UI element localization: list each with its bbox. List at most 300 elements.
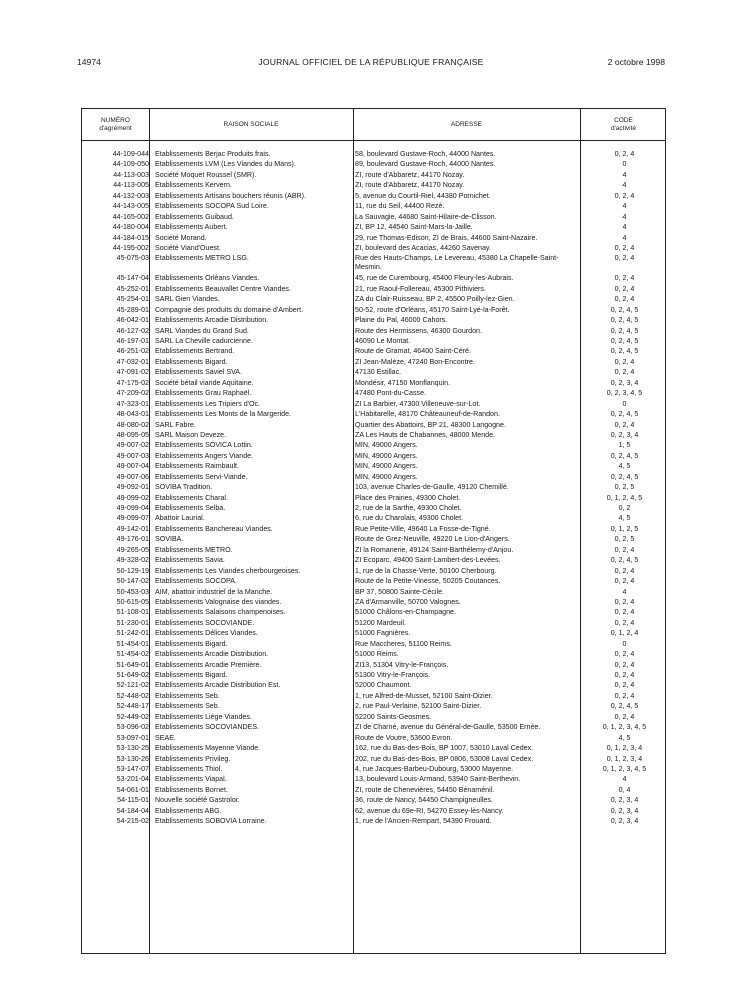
table-row <box>82 294 665 304</box>
code-activite-cell: 0, 1, 2, 5 <box>610 524 639 533</box>
agrement-number-cell: 53-147-07 <box>116 764 149 773</box>
code-activite-cell: 0, 2, 4, 5 <box>610 316 639 325</box>
code-activite-cell: 0 <box>622 639 627 648</box>
code-activite-cell: 4, 5 <box>618 733 631 742</box>
table-row <box>82 482 665 492</box>
adresse-cell: 89, boulevard Gustave-Roch, 44000 Nantes. <box>355 160 496 169</box>
code-activite-cell: 4 <box>622 202 627 211</box>
raison-sociale-cell: Etablissements Raimbault. <box>155 462 239 471</box>
agrement-number-cell: 45-252-01 <box>116 284 149 293</box>
raison-sociale-cell: Etablissements Guibaud. <box>155 212 234 221</box>
agrement-number-cell: 47-091-02 <box>116 368 149 377</box>
raison-sociale-cell: Etablissements SOVICA Lottin. <box>155 441 253 450</box>
adresse-cell: 52000 Chaumont. <box>355 681 412 690</box>
agrement-number-cell: 49-099-07 <box>116 514 149 523</box>
adresse-cell: ZI Jean-Malèze, 47240 Bon-Encontre. <box>355 357 475 366</box>
agrement-number-cell: 49-007-03 <box>116 451 149 460</box>
table-row <box>82 670 665 680</box>
table-row <box>82 587 665 597</box>
table-row <box>82 597 665 607</box>
raison-sociale-cell: Etablissements Liège Viandes. <box>155 712 252 721</box>
raison-sociale-cell: Etablissements Savia. <box>155 556 225 565</box>
adresse-cell: 11, rue du Seil, 44400 Rezé. <box>355 202 445 211</box>
table-row <box>82 733 665 743</box>
agrement-number-cell: 53-201-04 <box>116 775 149 784</box>
code-activite-cell: 0, 2, 3, 4 <box>610 806 639 815</box>
column-header-code-title: CODE <box>614 116 633 124</box>
agrement-number-cell: 48-080-02 <box>116 420 149 429</box>
agrement-number-cell: 44-132-003 <box>112 191 149 200</box>
table-row <box>82 180 665 190</box>
table-row <box>82 618 665 628</box>
table-row <box>82 326 665 336</box>
raison-sociale-cell: Société Morand. <box>155 233 207 242</box>
adresse-cell: 50-52, route d'Orléans, 45170 Saint-Lyé-la-Forêt. <box>355 305 510 314</box>
adresse-cell: Route de Grez-Neuville, 49220 Le Lion-d'Angers. <box>355 535 510 544</box>
table-row <box>82 534 665 544</box>
raison-sociale-cell: Société Viand'Ouest. <box>155 243 221 252</box>
code-activite-cell: 0, 2, 4 <box>614 274 635 283</box>
agrement-number-cell: 54-184-04 <box>116 806 149 815</box>
agrement-number-cell: 54-115-01 <box>117 796 149 805</box>
agrement-number-cell: 51-454-01 <box>116 639 149 648</box>
table-row <box>82 346 665 356</box>
table-row <box>82 545 665 555</box>
table-row <box>82 774 665 784</box>
code-activite-cell: 0, 2, 4 <box>614 420 635 429</box>
adresse-cell: 6, rue du Charolais, 49300 Cholet. <box>355 514 464 523</box>
journal-title: JOURNAL OFFICIEL DE LA RÉPUBLIQUE FRANÇAISE <box>258 57 484 67</box>
raison-sociale-cell: Etablissements Salaisons champenoises. <box>155 608 286 617</box>
agrement-number-cell: 49-099-02 <box>116 493 149 502</box>
code-activite-cell: 0, 2, 5 <box>614 535 635 544</box>
table-row <box>82 764 665 774</box>
code-activite-cell: 0, 2, 4, 5 <box>610 702 639 711</box>
code-activite-cell: 0 <box>622 399 627 408</box>
raison-sociale-cell: Etablissements Valognaise des viandes. <box>155 597 282 606</box>
code-activite-cell: 0, 2, 4, 5 <box>610 347 639 356</box>
raison-sociale-cell: Etablissements Aubert. <box>155 223 228 232</box>
code-activite-cell: 4 <box>622 233 627 242</box>
raison-sociale-cell: Etablissements Banchereau Viandes. <box>155 524 273 533</box>
agrement-number-cell: 47-209-02 <box>116 389 149 398</box>
adresse-cell: 52200 Saints-Geosmes. <box>355 712 432 721</box>
agrement-number-cell: 47-323-01 <box>116 399 149 408</box>
adresse-cell: 162, rue du Bas-des-Bois, BP 1007, 53010 Laval Cedex. <box>355 744 534 753</box>
adresse-cell: 1, rue de l'Ancien-Rempart, 54390 Frouard. <box>355 817 492 826</box>
raison-sociale-cell: Etablissements METRO. <box>155 545 233 554</box>
code-activite-cell: 4, 5 <box>618 462 631 471</box>
table-row <box>82 785 665 795</box>
adresse-cell: 1, rue de la Chasse-Verte, 50100 Cherbourg. <box>355 566 497 575</box>
table-row <box>82 451 665 461</box>
raison-sociale-cell: Etablissements SOCOPA. <box>155 577 237 586</box>
agrement-number-cell: 46-042-01 <box>116 316 149 325</box>
agrement-number-cell: 44-113-005 <box>113 181 149 190</box>
agrement-number-cell: 54-215-02 <box>116 817 149 826</box>
code-activite-cell: 0, 2, 5 <box>614 483 635 492</box>
raison-sociale-cell: SARL Maison Deveze. <box>155 430 227 439</box>
raison-sociale-cell: Etablissements Selba. <box>155 504 226 512</box>
adresse-cell: 202, rue du Bas-des-Bois, BP 0806, 53008 Laval Cedex. <box>355 754 534 763</box>
adresse-cell: ZI, route de Chenevières, 54450 Bénaménil. <box>355 785 495 794</box>
raison-sociale-cell: Etablissements Arcadie Distribution Est. <box>155 681 281 690</box>
adresse-cell: 4, rue Jacques-Barbeu-Dubourg, 53000 Mayenne. <box>355 764 514 773</box>
raison-sociale-cell: Société bétail viande Aquitaine. <box>155 378 254 387</box>
raison-sociale-cell: Compagnie des produits du domaine d'Ambert. <box>155 305 304 314</box>
table-row <box>82 649 665 659</box>
code-activite-cell: 0, 2, 4 <box>614 566 635 575</box>
code-activite-cell: 0 <box>622 160 627 169</box>
adresse-cell: MIN, 49000 Angers. <box>355 451 418 460</box>
adresse-cell: 45, rue de Curembourg, 45400 Fleury-les-Aubrais. <box>355 274 514 283</box>
table-row <box>82 472 665 482</box>
table-row <box>82 461 665 471</box>
code-activite-cell: 0, 2, 4 <box>614 191 635 200</box>
table-row <box>82 660 665 670</box>
table-row <box>82 628 665 638</box>
agrement-number-cell: 54-061-01 <box>116 785 149 794</box>
agrement-number-cell: 49-007-06 <box>116 472 149 481</box>
agrement-number-cell: 50-615-05 <box>116 597 149 606</box>
raison-sociale-cell: Etablissements Les Monts de la Margeride. <box>155 410 292 419</box>
adresse-cell: ZI13, 51304 Vitry-le-François. <box>355 660 449 669</box>
raison-sociale-cell: Abattoir Laurial. <box>155 514 205 523</box>
adresse-cell: Route de Gramat, 46400 Saint-Céré. <box>355 347 471 356</box>
raison-sociale-cell: Etablissements Bertrand. <box>155 347 235 356</box>
raison-sociale-cell: Etablissements SOBOVIA Lorraine. <box>155 817 267 826</box>
code-activite-cell: 0, 1, 2, 3, 4, 5 <box>602 764 647 773</box>
table-row <box>82 357 665 367</box>
table-row <box>82 388 665 398</box>
page-number: 14974 <box>77 57 101 67</box>
code-activite-cell: 0, 2, 4 <box>614 691 635 700</box>
table-row <box>82 607 665 617</box>
agrement-number-cell: 46-127-02 <box>116 326 149 335</box>
adresse-cell: Rue Maccheres, 51100 Reims. <box>355 639 452 648</box>
adresse-cell: 2, rue Paul-Verlaine, 52100 Saint-Dizier. <box>355 702 482 711</box>
raison-sociale-cell: Etablissements SOCOVIANDES. <box>155 723 260 732</box>
agrement-number-cell: 44-195-002 <box>112 243 149 252</box>
code-activite-cell: 0, 2, 4, 5 <box>610 410 639 419</box>
raison-sociale-cell: Etablissements Viapal. <box>155 775 227 784</box>
code-activite-cell: 0, 2, 4 <box>614 284 635 293</box>
code-activite-cell: 0, 2, 4 <box>614 660 635 669</box>
code-activite-cell: 0, 2, 4 <box>614 712 635 721</box>
adresse-cell: La Sauvagie, 44680 Saint-Hilaire-de-Clisson. <box>355 212 497 221</box>
column-header-adresse-title: ADRESSE <box>450 120 483 128</box>
raison-sociale-cell: Etablissements Orléans Viandes. <box>155 274 260 283</box>
raison-sociale-cell: Etablissements Angers Viande. <box>155 451 254 460</box>
code-activite-cell: 0, 2, 4 <box>614 545 635 554</box>
code-activite-cell: 0, 2, 4 <box>614 671 635 679</box>
raison-sociale-cell: Etablissements Charal. <box>155 493 228 502</box>
agrement-number-cell: 53-130-25 <box>116 744 149 753</box>
raison-sociale-cell: SOVIBA. <box>155 535 184 544</box>
raison-sociale-cell: Etablissements Mayenne Viande. <box>155 744 261 753</box>
code-activite-cell: 0, 2, 4 <box>614 681 635 690</box>
table-row <box>82 253 665 273</box>
raison-sociale-cell: Etablissements Les Viandes cherbourgeoises. <box>155 566 301 575</box>
code-activite-cell: 0, 2, 4 <box>614 597 635 606</box>
adresse-cell: 36, route de Nancy, 54450 Champigneulles. <box>355 796 493 805</box>
adresse-cell: 103, avenue Charles-de-Gaulle, 49120 Chemillé. <box>355 483 509 492</box>
code-activite-cell: 4 <box>622 587 627 596</box>
agrement-number-cell: 51-649-01 <box>116 660 149 669</box>
table-row <box>82 513 665 523</box>
agrement-number-cell: 49-007-04 <box>116 462 149 471</box>
table-row <box>82 555 665 565</box>
code-activite-cell: 0, 2, 4 <box>614 150 635 158</box>
table-row <box>82 159 665 169</box>
raison-sociale-cell: Etablissements Berjac Produits frais. <box>155 150 271 158</box>
adresse-cell: 1, rue Alfred-de-Musset, 52100 Saint-Dizier. <box>355 691 493 700</box>
table-row <box>82 440 665 450</box>
page-header <box>77 57 665 71</box>
raison-sociale-cell: Etablissements Seb. <box>155 702 220 711</box>
code-activite-cell: 0, 1, 2, 3, 4, 5 <box>602 723 647 732</box>
raison-sociale-cell: Etablissements Beauvallet Centre Viandes. <box>155 284 291 293</box>
table-body <box>82 149 665 827</box>
adresse-cell: ZA Les Hauts de Chabannes, 48000 Mende. <box>355 430 496 439</box>
table-row <box>82 222 665 232</box>
agrement-number-cell: 49-176-01 <box>116 535 149 544</box>
raison-sociale-cell: Société Moquet Roussel (SMR). <box>155 170 257 179</box>
table-row <box>82 503 665 513</box>
raison-sociale-cell: SARL Gien Viandes. <box>155 295 220 304</box>
agrement-number-cell: 47-175-02 <box>116 378 149 387</box>
adresse-cell: 46090 Le Montat. <box>355 337 411 345</box>
agrement-number-cell: 50-453-03 <box>116 587 149 596</box>
code-activite-cell: 0, 2, 4 <box>614 368 635 377</box>
adresse-cell: BP 37, 50800 Sainte-Cécile. <box>355 587 444 596</box>
raison-sociale-cell: Etablissements Seb. <box>155 691 220 700</box>
raison-sociale-cell: Etablissements ABG. <box>155 806 222 815</box>
agrement-number-cell: 44-109-044 <box>112 150 149 158</box>
table-row <box>82 399 665 409</box>
agrement-number-cell: 52-449-02 <box>116 712 149 721</box>
column-header-code <box>580 109 667 140</box>
agrement-number-cell: 44-184-015 <box>112 233 149 242</box>
raison-sociale-cell: Etablissements METRO LSG. <box>155 254 249 263</box>
adresse-cell: ZI de Charné, avenue du Général-de-Gaulle, 53500 Ernée. <box>355 723 541 732</box>
table-row <box>82 639 665 649</box>
code-activite-cell: 0, 1, 2, 4 <box>610 629 639 638</box>
code-activite-cell: 0, 2, 4 <box>614 577 635 586</box>
agrement-number-cell: 45-289-01 <box>116 305 149 314</box>
raison-sociale-cell: Etablissements Bigard. <box>155 671 228 679</box>
agrement-number-cell: 49-092-01 <box>116 483 149 492</box>
raison-sociale-cell: Etablissements Grau Raphaël. <box>155 389 252 398</box>
table-row <box>82 378 665 388</box>
agrement-number-cell: 49-007-02 <box>116 441 149 450</box>
agrement-number-cell: 44-165-002 <box>112 212 149 221</box>
adresse-cell: ZI, route d'Abbaretz, 44170 Nozay. <box>355 181 465 190</box>
code-activite-cell: 0, 1, 2, 4, 5 <box>606 493 643 502</box>
agrement-number-cell: 53-096-02 <box>116 723 149 732</box>
raison-sociale-cell: Etablissements LVM (Les Viandes du Mans). <box>155 160 296 169</box>
code-activite-cell: 4 <box>622 170 627 179</box>
code-activite-cell: 0, 2, 3, 4, 5 <box>606 389 643 398</box>
code-activite-cell: 4 <box>622 775 627 784</box>
table-row <box>82 816 665 826</box>
table-row <box>82 149 665 159</box>
code-activite-cell: 0, 2, 4, 5 <box>610 337 639 345</box>
code-activite-cell: 0, 2, 4 <box>614 254 635 263</box>
raison-sociale-cell: Etablissements Arcadie Distribution. <box>155 650 269 659</box>
code-activite-cell: 4, 5 <box>618 514 631 523</box>
table-row <box>82 305 665 315</box>
raison-sociale-cell: Etablissements SOCOPA Sud Loire. <box>155 202 269 211</box>
code-activite-cell: 0, 2, 4, 5 <box>610 556 639 565</box>
agrement-number-cell: 49-142-01 <box>116 524 149 533</box>
adresse-cell: 51000 Châlons-en-Champagne. <box>355 608 456 617</box>
code-activite-cell: 0, 1, 2, 3, 4 <box>606 744 643 753</box>
adresse-cell: ZI, boulevard des Acacias, 44260 Savenay. <box>355 243 491 252</box>
adresse-cell: 51000 Reims. <box>355 650 399 659</box>
code-activite-cell: 0, 2, 4 <box>614 650 635 659</box>
table-row <box>82 284 665 294</box>
code-activite-cell: 1, 5 <box>618 441 631 450</box>
agrement-number-cell: 46-197-01 <box>116 337 149 345</box>
code-activite-cell: 0, 2, 3, 4 <box>610 378 639 387</box>
agrement-number-cell: 49-328-02 <box>116 556 149 565</box>
table-row <box>82 273 665 283</box>
raison-sociale-cell: Etablissements Bigard. <box>155 639 228 648</box>
header-divider <box>82 140 665 141</box>
agrement-number-cell: 53-130-26 <box>116 754 149 763</box>
raison-sociale-cell: Etablissements Servi-Viande. <box>155 472 248 481</box>
table-row <box>82 493 665 503</box>
raison-sociale-cell: SARL La Cheville cadurcienne. <box>155 337 253 345</box>
agrement-number-cell: 45-147-04 <box>116 274 149 283</box>
table-row <box>82 722 665 732</box>
adresse-cell: 47130 Estillac. <box>355 368 402 377</box>
agrement-number-cell: 44-109-050 <box>112 160 149 169</box>
code-activite-cell: 0, 2, 3, 4 <box>610 817 639 826</box>
adresse-cell: ZI, BP 12, 44540 Saint-Mars-la-Jaille. <box>355 223 473 232</box>
table-row <box>82 420 665 430</box>
adresse-cell: ZI, route d'Abbaretz, 44170 Nozay. <box>355 170 465 179</box>
column-header-numero <box>82 109 149 140</box>
column-header-code-sub: d'activité <box>610 124 637 132</box>
code-activite-cell: 0, 2, 4, 5 <box>610 305 639 314</box>
agrement-number-cell: 47-032-01 <box>116 357 149 366</box>
code-activite-cell: 4 <box>622 212 627 221</box>
raison-sociale-cell: Etablissements Les Tripiers d'Oc. <box>155 399 261 408</box>
table-row <box>82 430 665 440</box>
code-activite-cell: 0, 2, 4, 5 <box>610 472 639 481</box>
code-activite-cell: 4 <box>622 181 627 190</box>
raison-sociale-cell: SARL Viandes du Grand Sud. <box>155 326 249 335</box>
code-activite-cell: 0, 4 <box>618 785 631 794</box>
adresse-cell: 51300 Vitry-le-François. <box>355 671 431 679</box>
code-activite-cell: 0, 2, 4 <box>614 357 635 366</box>
adresse-cell: ZI Ecoparc, 49400 Saint-Lambert-des-Levées. <box>355 556 501 565</box>
raison-sociale-cell: SEAE. <box>155 733 176 742</box>
raison-sociale-cell: SARL Fabre. <box>155 420 196 429</box>
table-row <box>82 367 665 377</box>
agrement-number-cell: 44-113-003 <box>113 170 149 179</box>
agrement-number-cell: 45-254-01 <box>116 295 149 304</box>
code-activite-cell: 0, 2, 4 <box>614 618 635 627</box>
code-activite-cell: 0, 1, 2, 3, 4 <box>606 754 643 763</box>
code-activite-cell: 0, 2 <box>618 504 631 512</box>
adresse-cell: ZI La Barbier, 47300 Villeneuve-sur-Lot. <box>355 399 481 408</box>
adresse-cell: 13, boulevard Louis-Armand, 53940 Saint-Berthevin. <box>355 775 521 784</box>
code-activite-cell: 0, 2, 4 <box>614 608 635 617</box>
raison-sociale-cell: Etablissements Thiol. <box>155 764 223 773</box>
table-row <box>82 701 665 711</box>
agrement-number-cell: 49-099-04 <box>116 504 149 512</box>
agrement-number-cell: 51-242-01 <box>116 629 149 638</box>
agrement-number-cell: 44-180-004 <box>112 223 149 232</box>
adresse-cell: Quartier des Abattoirs, BP 21, 48300 Langogne. <box>355 420 506 429</box>
code-activite-cell: 0, 2, 4, 5 <box>610 326 639 335</box>
raison-sociale-cell: AIM, abattoir industriel de la Manche. <box>155 587 273 596</box>
column-header-raison-title: RAISON SOCIALE <box>223 120 279 128</box>
column-header-adresse <box>353 109 580 140</box>
adresse-cell: L'Habitarelle, 48170 Châteauneuf-de-Randon. <box>355 410 500 419</box>
adresse-cell: ZA du Clair-Ruisseau, BP 2, 45500 Poilly-lez-Gien. <box>355 295 515 304</box>
raison-sociale-cell: Nouvelle société Gastrolor. <box>155 796 240 805</box>
raison-sociale-cell: Etablissements Privileg. <box>155 754 231 763</box>
adresse-cell: 21, rue Raoul-Follereau, 45300 Pithiviers. <box>355 284 486 293</box>
adresse-cell: MIN, 49000 Angers. <box>355 472 418 481</box>
adresse-cell: Route des Hermissens, 46300 Gourdon. <box>355 326 482 335</box>
code-activite-cell: 4 <box>622 223 627 232</box>
table-row <box>82 315 665 325</box>
agrement-number-cell: 51-108-01 <box>116 608 149 617</box>
agrement-number-cell: 51-230-01 <box>116 618 149 627</box>
table-row <box>82 243 665 253</box>
raison-sociale-cell: Etablissements Arcadie Distribution. <box>155 316 269 325</box>
table-row <box>82 170 665 180</box>
adresse-cell: Rue Petite-Ville, 49640 La Fosse-de-Tigné. <box>355 524 491 533</box>
table-row <box>82 524 665 534</box>
table-row <box>82 336 665 346</box>
agrement-number-cell: 46-251-02 <box>116 347 149 356</box>
adresse-cell: ZI la Romanerie, 49124 Saint-Barthélemy-d'Anjou. <box>355 545 514 554</box>
adresse-cell: MIN, 49000 Angers. <box>355 462 418 471</box>
agrement-number-cell: 44-143-005 <box>112 202 149 211</box>
table-row <box>82 680 665 690</box>
raison-sociale-cell: Etablissements Saviel SVA. <box>155 368 243 377</box>
adresse-cell: 62, avenue du 69e-RI, 54270 Essey-lès-Nancy. <box>355 806 504 815</box>
table-row <box>82 409 665 419</box>
adresse-cell: Route de la Petite-Vinesse, 50205 Coutances. <box>355 577 501 586</box>
raison-sociale-cell: Etablissements Arcadie Première. <box>155 660 262 669</box>
raison-sociale-cell: Etablissements Bornet. <box>155 785 228 794</box>
table-row <box>82 233 665 243</box>
agrement-table <box>81 108 666 954</box>
raison-sociale-cell: Etablissements SOCOVIANDE. <box>155 618 255 627</box>
adresse-cell: Route de Voutre, 53600 Evron. <box>355 733 453 742</box>
table-row <box>82 754 665 764</box>
agrement-number-cell: 52-448-17 <box>116 702 149 711</box>
table-row <box>82 795 665 805</box>
adresse-cell: 47480 Pont-du-Casse. <box>355 389 426 398</box>
table-row <box>82 212 665 222</box>
adresse-cell: 51200 Mardeuil. <box>355 618 406 627</box>
agrement-number-cell: 52-448-02 <box>116 691 149 700</box>
code-activite-cell: 0, 2, 3, 4 <box>610 796 639 805</box>
adresse-cell: Mondésir, 47150 Monflanquin. <box>355 378 451 387</box>
agrement-number-cell: 48-095-05 <box>116 430 149 439</box>
adresse-cell: MIN, 49000 Angers. <box>355 441 418 450</box>
agrement-number-cell: 53-097-01 <box>116 733 149 742</box>
agrement-number-cell: 45-075-03 <box>116 254 149 263</box>
